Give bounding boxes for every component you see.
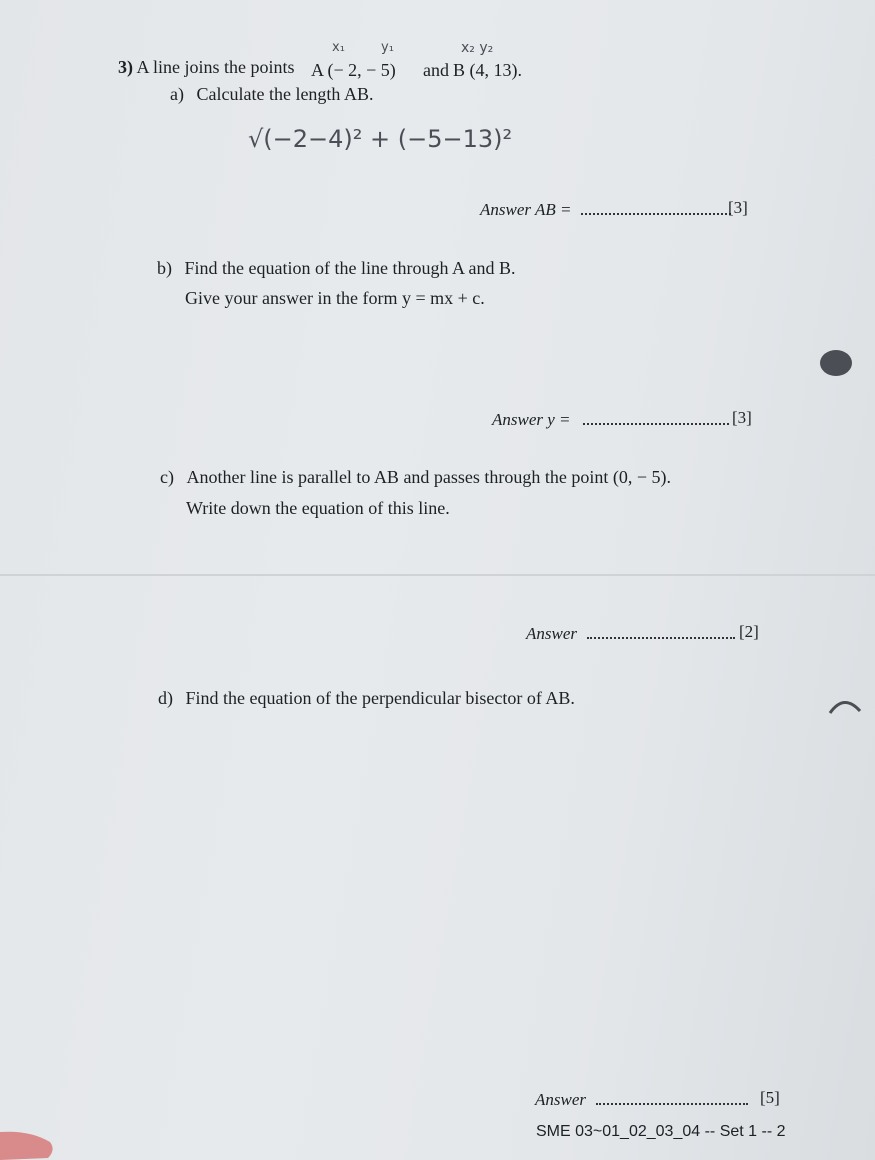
part-a-question [170, 84, 373, 105]
punch-hole-edge-icon [826, 695, 866, 725]
part-a-label: a) [170, 84, 184, 104]
footer-code: SME 03~01_02_03_04 -- Set 1 -- 2 [536, 1123, 786, 1140]
part-d-label: d) [158, 688, 173, 708]
part-b-answer-label: Answer y = [492, 410, 571, 429]
part-c-answer-line [526, 624, 735, 644]
part-b-label: b) [157, 258, 172, 278]
part-a-working: √(−2−4)² + (−5−13)² [248, 125, 513, 153]
part-c-instruction: Write down the equation of this line. [186, 498, 450, 518]
part-c-label: c) [160, 467, 174, 487]
annotation-x2y2: x₂ y₂ [461, 40, 494, 56]
point-b: B (4, 13). [453, 60, 522, 80]
annotation-x1: x₁ [332, 40, 345, 55]
punch-hole-icon [818, 348, 854, 378]
paper-fold [0, 574, 875, 576]
question-stem [118, 57, 295, 78]
part-d-text: Find the equation of the perpendicular bisector of AB. [185, 688, 575, 708]
part-a-answer-line [480, 200, 731, 220]
part-c-answer-field[interactable] [587, 625, 735, 639]
part-d-answer-field[interactable] [596, 1091, 748, 1105]
point-a: A (− 2, − 5) [311, 60, 396, 80]
part-a-text: Calculate the length AB. [196, 84, 374, 104]
part-c-question [160, 467, 671, 488]
part-a-answer-label: Answer AB = [480, 200, 572, 219]
annotation-y1: y₁ [381, 40, 394, 55]
part-d-marks: [5] [760, 1088, 780, 1107]
part-b-answer-line [492, 410, 729, 430]
part-c-text: Another line is parallel to AB and passes through the point (0, − 5). [186, 467, 672, 487]
stem-prefix: A line joins the points [136, 57, 295, 77]
question-number: 3) [118, 57, 133, 77]
part-b-answer-field[interactable] [583, 411, 729, 425]
part-a-marks: [3] [728, 198, 748, 217]
part-d-answer-label: Answer [535, 1090, 586, 1109]
part-d-question [158, 688, 575, 709]
part-b-text: Find the equation of the line through A and B. [184, 258, 516, 278]
part-b-marks: [3] [732, 408, 752, 427]
finger-shape [0, 1120, 60, 1160]
part-a-answer-field[interactable] [581, 201, 731, 215]
part-b-instruction: Give your answer in the form y = mx + c. [185, 288, 485, 308]
part-c-marks: [2] [739, 622, 759, 641]
part-b-question [157, 258, 515, 279]
conjunction-and: and [423, 60, 449, 80]
part-c-answer-label: Answer [526, 624, 577, 643]
part-d-answer-line [535, 1090, 748, 1110]
